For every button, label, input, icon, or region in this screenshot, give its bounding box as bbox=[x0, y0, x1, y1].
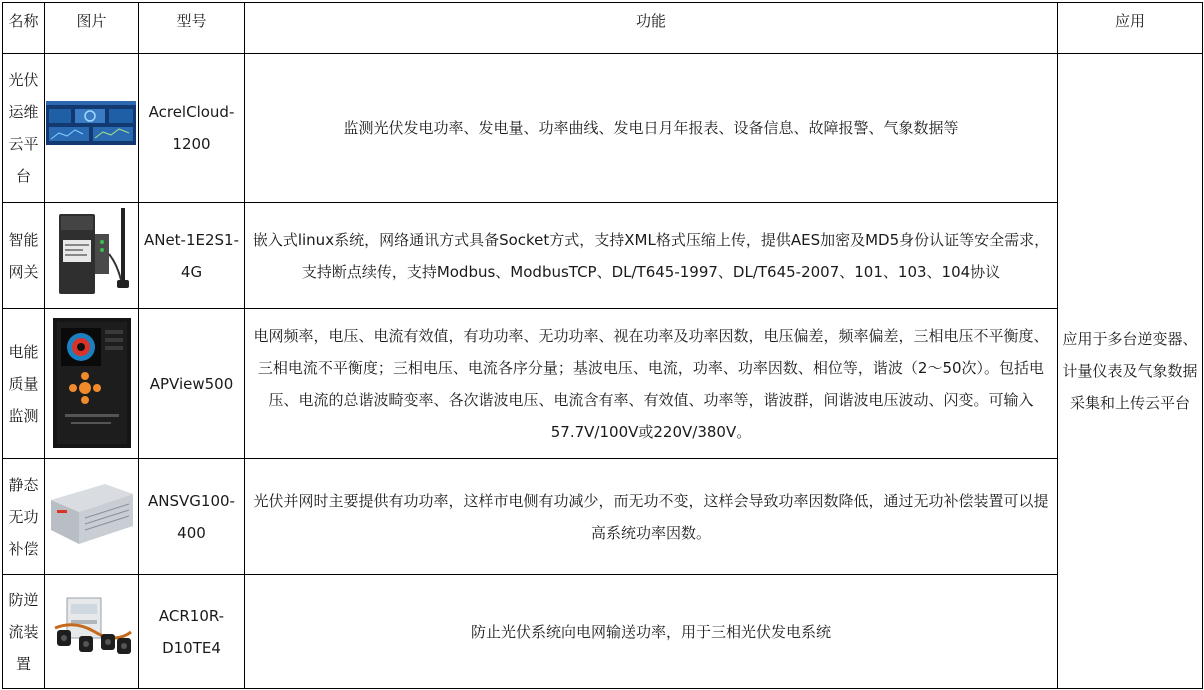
product-model-line: ACR10R- bbox=[158, 606, 225, 625]
product-model bbox=[139, 575, 245, 689]
product-table bbox=[2, 2, 1203, 689]
application-cell bbox=[1058, 54, 1203, 689]
product-name-line: 电能 bbox=[8, 342, 39, 361]
header-image: 图片 bbox=[45, 3, 139, 54]
table-row bbox=[3, 575, 1203, 689]
application-line: 计量仪表及气象数据 bbox=[1062, 362, 1198, 380]
product-model-line: 400 bbox=[177, 523, 206, 542]
table-row bbox=[3, 309, 1203, 459]
product-function: 电网频率，电压、电流有效值，有功功率、无功功率、视在功率及功率因数，电压偏差，频率偏差，三相电压不平衡度、三相电流不平衡度；三相电压、电流各序分量；基波电压、电流，功率、功率因数、相位等，谐波（2～50次）。包括电压、电流的总谐波畸变率、各次谐波电压、电流含有率、有效值、功率等，谐波群，间谐波电压波动、闪变。可输入57.7V/100V或220V/380V。 bbox=[245, 309, 1058, 459]
product-model bbox=[139, 203, 245, 309]
product-model-line: AcrelCloud- bbox=[148, 103, 235, 121]
product-name-line: 网关 bbox=[8, 262, 39, 281]
product-model-line: 4G bbox=[180, 262, 203, 281]
header-function: 功能 bbox=[245, 3, 1058, 54]
anti-backflow-meter-photo-icon bbox=[45, 576, 137, 688]
product-model bbox=[139, 459, 245, 575]
header-model: 型号 bbox=[139, 3, 245, 54]
application-line: 应用于多台逆变器、 bbox=[1062, 330, 1198, 348]
product-model-line: APView500 bbox=[149, 374, 234, 393]
product-model bbox=[139, 309, 245, 459]
cloud-platform-screenshot-icon bbox=[45, 55, 137, 202]
table-row bbox=[3, 459, 1203, 575]
product-model-line: 1200 bbox=[172, 135, 211, 153]
product-function: 监测光伏发电功率、发电量、功率曲线、发电日月年报表、设备信息、故障报警、气象数据等 bbox=[245, 54, 1058, 203]
product-name-line: 光伏 bbox=[8, 71, 39, 89]
header-application: 应用 bbox=[1058, 3, 1203, 54]
product-image bbox=[45, 309, 139, 459]
table-row bbox=[3, 54, 1203, 203]
product-name-line: 流装 bbox=[8, 622, 39, 641]
product-name bbox=[3, 459, 45, 575]
product-name bbox=[3, 203, 45, 309]
product-name-line: 静态 bbox=[8, 475, 39, 494]
product-function: 嵌入式linux系统，网络通讯方式具备Socket方式，支持XML格式压缩上传，提供AES加密及MD5身份认证等安全需求，支持断点续传，支持Modbus、ModbusTCP、DL/T645-1997、DL/T645-2007、101、103、104协议 bbox=[245, 203, 1058, 309]
product-name-line: 云平 bbox=[8, 135, 39, 153]
product-image bbox=[45, 54, 139, 203]
product-function: 防止光伏系统向电网输送功率，用于三相光伏发电系统 bbox=[245, 575, 1058, 689]
header-name: 名称 bbox=[3, 3, 45, 54]
product-name-line: 监测 bbox=[8, 406, 39, 425]
product-name bbox=[3, 575, 45, 689]
product-name-line: 无功 bbox=[8, 507, 39, 526]
product-name-line: 补偿 bbox=[8, 539, 39, 558]
application-line: 采集和上传云平台 bbox=[1069, 394, 1190, 412]
product-model-line: ANSVG100- bbox=[148, 491, 235, 510]
product-name-line: 质量 bbox=[8, 374, 39, 393]
product-name-line: 台 bbox=[15, 167, 31, 185]
gateway-device-photo-icon bbox=[45, 204, 137, 308]
power-quality-monitor-photo-icon bbox=[45, 310, 137, 458]
product-image bbox=[45, 203, 139, 309]
svg-compensator-photo-icon bbox=[45, 460, 137, 574]
product-image bbox=[45, 459, 139, 575]
header-row bbox=[3, 3, 1203, 54]
product-name-line: 运维 bbox=[8, 103, 39, 121]
product-name-line: 置 bbox=[15, 654, 31, 673]
table-row bbox=[3, 203, 1203, 309]
product-model bbox=[139, 54, 245, 203]
product-name bbox=[3, 309, 45, 459]
product-function: 光伏并网时主要提供有功功率，这样市电侧有功减少，而无功不变，这样会导致功率因数降低，通过无功补偿装置可以提高系统功率因数。 bbox=[245, 459, 1058, 575]
product-model-line: ANet-1E2S1- bbox=[143, 230, 240, 249]
product-model-line: D10TE4 bbox=[162, 638, 221, 657]
product-name bbox=[3, 54, 45, 203]
product-image bbox=[45, 575, 139, 689]
product-name-line: 防逆 bbox=[8, 590, 39, 609]
product-name-line: 智能 bbox=[8, 230, 39, 249]
